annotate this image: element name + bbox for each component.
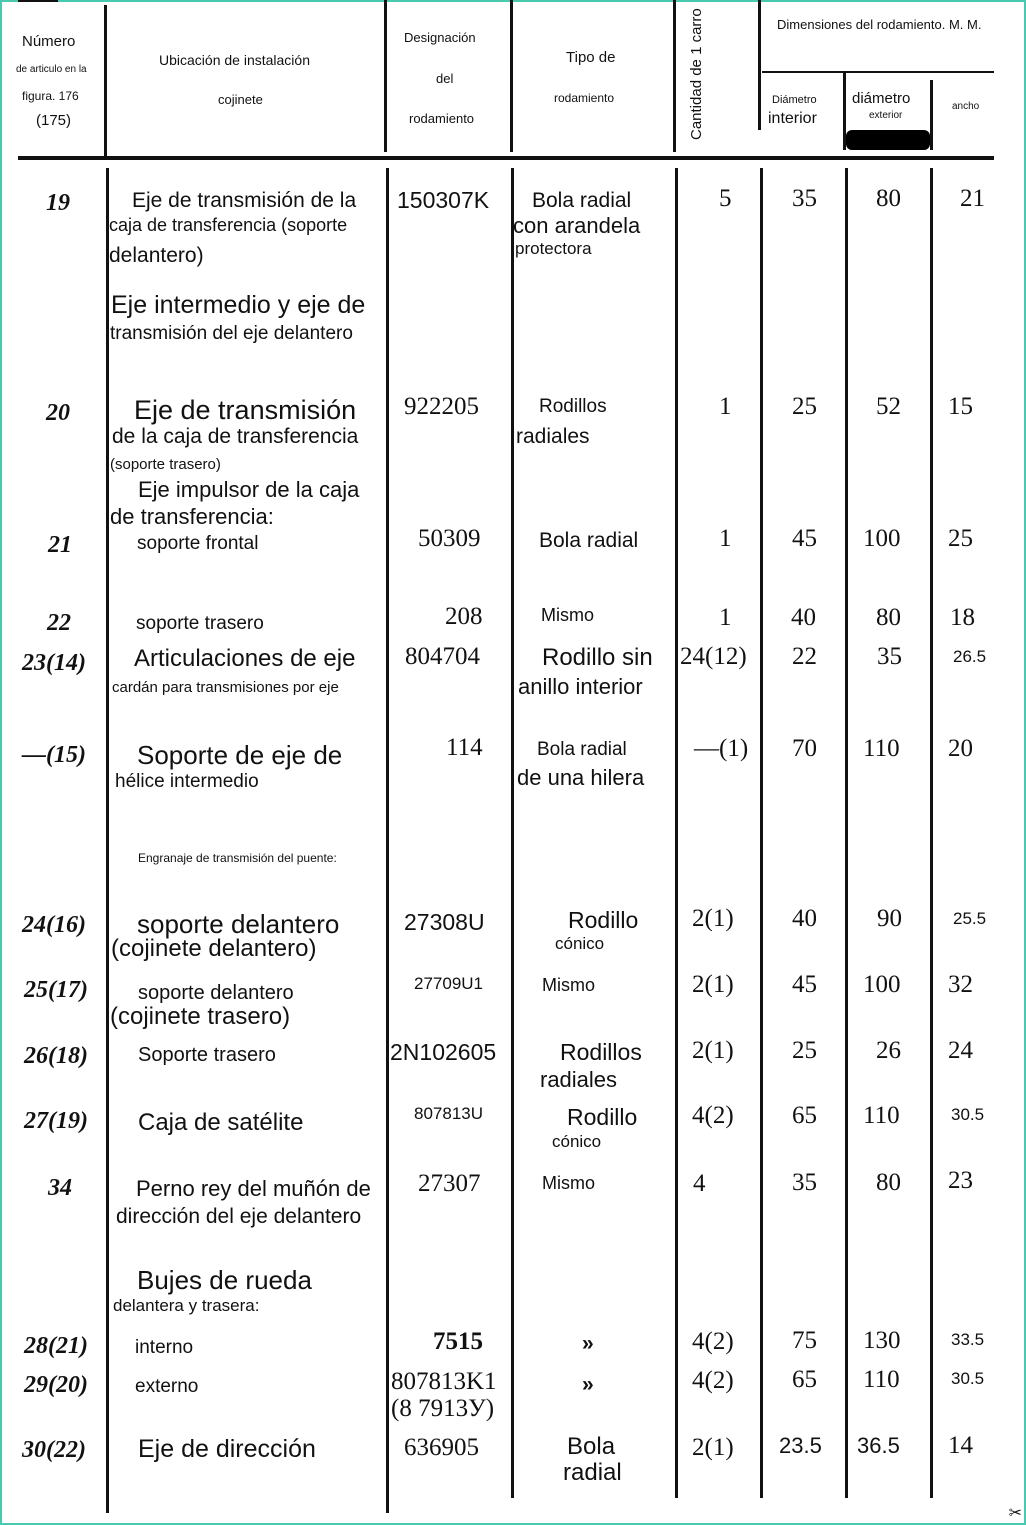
row-width: 15 xyxy=(948,393,973,420)
row-quantity: 2(1) xyxy=(692,1434,734,1461)
header-numero-sub1: de articulo en la xyxy=(16,64,87,75)
row-location: interno xyxy=(135,1337,194,1358)
row-location: soporte delantero xyxy=(138,982,294,1004)
header-cantidad: Cantidad de 1 carro xyxy=(688,8,705,140)
row-designation: 208 xyxy=(445,603,483,630)
col-rule xyxy=(758,0,761,130)
row-inner-diameter: 65 xyxy=(792,1102,817,1129)
row-width: 24 xyxy=(948,1037,973,1064)
row-location: Articulaciones de eje xyxy=(134,645,356,672)
row-num: 24(16) xyxy=(22,912,86,938)
row-designation: 804704 xyxy=(405,643,480,670)
row-location: cardán para transmisiones por eje xyxy=(112,679,339,696)
section-label: transmisión del eje delantero xyxy=(110,323,353,344)
row-outer-diameter: 52 xyxy=(876,393,901,420)
row-type: Bola radial xyxy=(539,529,639,552)
row-num: 26(18) xyxy=(24,1043,88,1069)
row-type: anillo interior xyxy=(518,674,643,699)
header-dimensiones: Dimensiones del rodamiento. M. M. xyxy=(777,17,982,32)
row-location: hélice intermedio xyxy=(115,771,259,792)
header-diam-int-1: Diámetro xyxy=(772,94,817,106)
row-width: 14 xyxy=(948,1432,973,1459)
col-rule xyxy=(673,0,676,152)
row-inner-diameter: 25 xyxy=(792,1037,817,1064)
row-type: Rodillo xyxy=(567,1104,638,1130)
row-location: Eje de transmisión de la xyxy=(132,189,357,212)
row-quantity: 4(2) xyxy=(692,1328,734,1355)
col-rule xyxy=(384,0,387,152)
row-num: 29(20) xyxy=(24,1372,88,1398)
row-inner-diameter: 65 xyxy=(792,1366,817,1393)
col-rule xyxy=(510,0,513,152)
row-location: Eje de dirección xyxy=(138,1435,316,1463)
row-num: 23(14) xyxy=(22,650,86,676)
row-outer-diameter: 130 xyxy=(863,1327,901,1354)
col-rule xyxy=(104,5,107,157)
row-inner-diameter: 40 xyxy=(792,905,817,932)
row-designation: 922205 xyxy=(404,393,479,420)
row-type: Mismo xyxy=(542,1173,595,1193)
row-outer-diameter: 80 xyxy=(876,604,901,631)
row-location: de la caja de transferencia xyxy=(112,425,359,448)
row-inner-diameter: 22 xyxy=(792,643,817,670)
row-num: 22 xyxy=(47,610,71,636)
row-quantity: 1 xyxy=(719,525,732,552)
row-outer-diameter: 110 xyxy=(863,1366,900,1393)
row-num: —(15) xyxy=(22,742,86,768)
row-location: (soporte trasero) xyxy=(110,456,221,473)
row-location: (cojinete delantero) xyxy=(111,935,317,962)
header-diam-ext-2: exterior xyxy=(869,110,903,121)
row-type: radial xyxy=(563,1459,622,1486)
row-width: 25 xyxy=(948,525,973,552)
row-width: 21 xyxy=(960,185,985,212)
row-type: Bola xyxy=(567,1433,616,1460)
row-inner-diameter: 45 xyxy=(792,525,817,552)
row-inner-diameter: 35 xyxy=(792,1169,817,1196)
row-outer-diameter: 100 xyxy=(863,971,901,998)
row-designation: 27709U1 xyxy=(414,974,484,993)
row-width: 20 xyxy=(948,735,973,762)
row-location: caja de transferencia (soporte xyxy=(109,215,348,235)
row-designation: 27308U xyxy=(404,909,485,935)
row-location: dirección del eje delantero xyxy=(116,1205,362,1228)
row-quantity: 1 xyxy=(719,604,732,631)
row-location: Soporte trasero xyxy=(138,1044,276,1066)
row-width: 30.5 xyxy=(951,1369,985,1388)
row-location: Soporte de eje de xyxy=(137,740,343,770)
row-designation: 27307 xyxy=(418,1170,481,1197)
section-label: de transferencia: xyxy=(110,504,274,529)
row-designation: 807813U xyxy=(414,1104,484,1123)
row-type: de una hilera xyxy=(517,765,645,790)
row-location: Caja de satélite xyxy=(138,1109,304,1136)
header-cojinete: cojinete xyxy=(218,92,263,107)
col-rule xyxy=(845,168,848,1498)
row-quantity: 2(1) xyxy=(692,905,734,932)
row-width: 26.5 xyxy=(953,647,987,666)
row-outer-diameter: 90 xyxy=(877,905,902,932)
scissors-icon: ✂ xyxy=(1008,1505,1022,1522)
row-outer-diameter: 26 xyxy=(876,1037,901,1064)
col-rule xyxy=(930,80,933,150)
row-quantity: 4(2) xyxy=(692,1367,734,1394)
row-designation-alt: (8 7913У) xyxy=(391,1395,495,1422)
header-numero-sub2: figura. 176 xyxy=(22,89,79,103)
col-rule xyxy=(106,168,109,1513)
row-width: 23 xyxy=(948,1167,973,1194)
header-diam-int-2: interior xyxy=(768,110,817,127)
row-type: Bola radial xyxy=(537,739,627,760)
row-width: 33.5 xyxy=(951,1330,985,1349)
row-inner-diameter: 40 xyxy=(791,604,816,631)
row-type: protectora xyxy=(515,239,592,258)
row-type: Rodillos xyxy=(539,396,607,417)
row-outer-diameter: 80 xyxy=(876,1169,901,1196)
row-designation: 2N102605 xyxy=(390,1039,497,1065)
row-location: soporte frontal xyxy=(137,533,259,554)
row-location: soporte trasero xyxy=(136,613,264,634)
row-type: radiales xyxy=(540,1067,618,1092)
row-outer-diameter: 35 xyxy=(877,643,902,670)
header-ubicacion: Ubicación de instalación xyxy=(159,52,310,68)
col-rule xyxy=(930,168,933,1498)
row-designation: 7515 xyxy=(433,1328,483,1355)
row-inner-diameter: 45 xyxy=(792,971,817,998)
row-location: (cojinete trasero) xyxy=(110,1003,291,1030)
row-quantity: 4 xyxy=(693,1170,706,1197)
section-label: Eje impulsor de la caja xyxy=(138,477,360,502)
row-width: 18 xyxy=(950,604,975,631)
header-rodamiento: rodamiento xyxy=(409,111,475,126)
dim-rule xyxy=(762,71,994,73)
row-designation: 807813K1 xyxy=(391,1368,497,1395)
col-rule xyxy=(511,168,514,1498)
row-quantity: 4(2) xyxy=(692,1102,734,1129)
header-del: del xyxy=(436,71,454,86)
row-designation: 50309 xyxy=(418,525,481,552)
section-label: delantera y trasera: xyxy=(113,1296,260,1315)
row-outer-diameter: 80 xyxy=(876,185,901,212)
row-quantity: 5 xyxy=(719,185,732,212)
row-type: » xyxy=(582,1332,594,1355)
header-numero-sub3: (175) xyxy=(36,112,72,129)
section-label: Eje intermedio y eje de xyxy=(111,291,366,319)
row-num: 21 xyxy=(48,532,72,558)
row-num: 19 xyxy=(46,190,70,216)
header-tipo-rodamiento: rodamiento xyxy=(554,91,615,105)
header-ancho: ancho xyxy=(952,101,980,112)
row-inner-diameter: 35 xyxy=(792,185,817,212)
row-outer-diameter: 36.5 xyxy=(857,1433,900,1458)
row-outer-diameter: 100 xyxy=(863,525,901,552)
header-numero: Número xyxy=(22,33,76,50)
row-num: 34 xyxy=(48,1175,72,1201)
row-type: Mismo xyxy=(541,605,594,625)
row-quantity: 1 xyxy=(719,393,732,420)
row-type: Mismo xyxy=(542,975,595,995)
row-location: Eje de transmisión xyxy=(134,395,357,425)
row-quantity: 2(1) xyxy=(692,1037,734,1064)
row-location: soporte delantero xyxy=(137,909,340,939)
row-location: delantero) xyxy=(109,244,204,267)
row-type: Rodillo sin xyxy=(542,644,653,671)
row-designation: 114 xyxy=(446,734,483,761)
row-num: 25(17) xyxy=(24,977,88,1003)
row-quantity: 24(12) xyxy=(680,643,747,670)
header-designacion: Designación xyxy=(404,30,476,45)
row-width: 32 xyxy=(948,971,973,998)
row-type: Rodillo xyxy=(568,907,639,933)
col-rule xyxy=(675,168,678,1498)
row-type: Rodillos xyxy=(560,1039,642,1065)
row-designation: 150307K xyxy=(397,187,490,213)
row-quantity: 2(1) xyxy=(692,971,734,998)
row-num: 27(19) xyxy=(24,1108,88,1134)
row-designation: 636905 xyxy=(404,1434,479,1461)
col-rule xyxy=(760,168,763,1498)
row-width: 25.5 xyxy=(953,909,987,928)
row-inner-diameter: 25 xyxy=(792,393,817,420)
col-rule xyxy=(386,168,389,1513)
redaction-bar xyxy=(846,130,930,150)
row-inner-diameter: 70 xyxy=(792,735,817,762)
row-inner-diameter: 23.5 xyxy=(779,1433,822,1458)
header-tipo: Tipo de xyxy=(566,49,616,66)
row-type: Bola radial xyxy=(532,189,632,212)
row-location: Perno rey del muñón de xyxy=(136,1176,371,1201)
row-num: 20 xyxy=(46,400,70,426)
row-type: con arandela xyxy=(513,213,641,238)
header-diam-ext-1: diámetro xyxy=(852,90,911,107)
header-rule xyxy=(18,156,994,160)
row-outer-diameter: 110 xyxy=(863,735,900,762)
row-quantity: —(1) xyxy=(694,735,749,762)
row-type: » xyxy=(582,1373,594,1396)
row-num: 30(22) xyxy=(22,1437,86,1463)
row-type: radiales xyxy=(516,425,590,448)
row-num: 28(21) xyxy=(24,1333,88,1359)
row-type: cónico xyxy=(552,1132,602,1151)
row-type: cónico xyxy=(555,934,605,953)
row-width: 30.5 xyxy=(951,1105,985,1124)
row-location: externo xyxy=(135,1376,199,1397)
section-label: Engranaje de transmisión del puente: xyxy=(138,851,337,865)
row-outer-diameter: 110 xyxy=(863,1102,900,1129)
top-mark xyxy=(18,0,58,2)
row-inner-diameter: 75 xyxy=(792,1327,817,1354)
section-label: Bujes de rueda xyxy=(137,1265,312,1295)
